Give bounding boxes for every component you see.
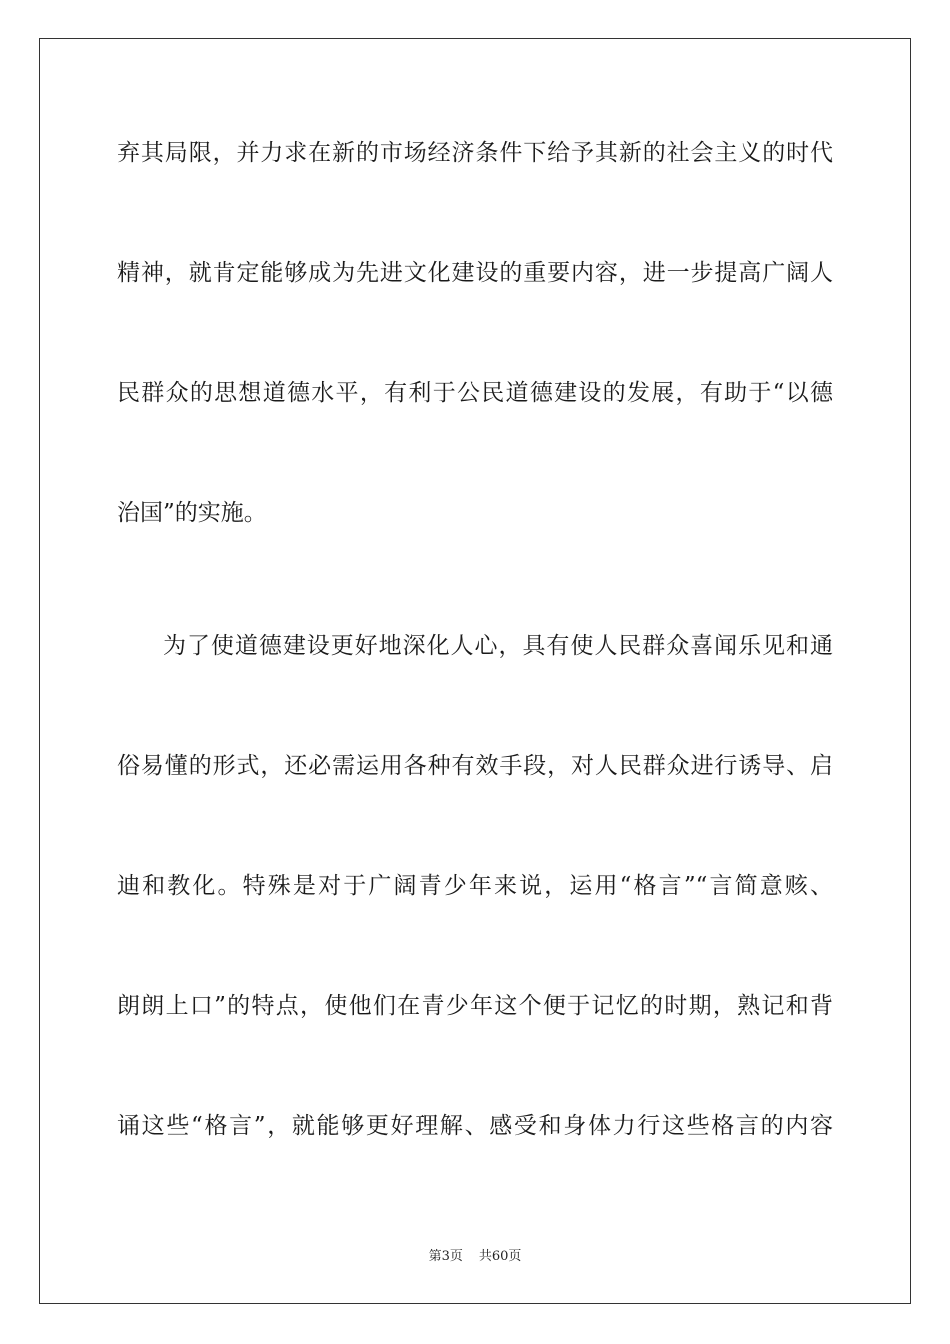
text-line-8: 朗朗上口”的特点，使他们在青少年这个便于记忆的时期，熟记和背 [117,993,833,1019]
text-line-6: 俗易懂的形式，还必需运用各种有效手段，对人民群众进行诱导、启 [117,753,833,779]
text-line-9: 诵这些“格言”，就能够更好理解、感受和身体力行这些格言的内容 [117,1113,833,1139]
text-line-1: 弃其局限，并力求在新的市场经济条件下给予其新的社会主义的时代 [117,140,833,166]
text-line-3: 民群众的思想道德水平，有利于公民道德建设的发展，有助于“以德 [117,380,833,406]
text-line-5: 为了使道德建设更好地深化人心，具有使人民群众喜闻乐见和通 [163,633,833,659]
page-footer [0,1248,950,1266]
text-line-7: 迪和教化。特殊是对于广阔青少年来说，运用“格言”“言简意赅、 [117,873,833,899]
text-line-4: 治国”的实施。 [117,500,267,526]
page-number: 第3页 [428,1249,463,1264]
page-total: 共60页 [478,1249,522,1264]
text-line-2: 精神，就肯定能够成为先进文化建设的重要内容，进一步提高广阔人 [117,260,833,286]
